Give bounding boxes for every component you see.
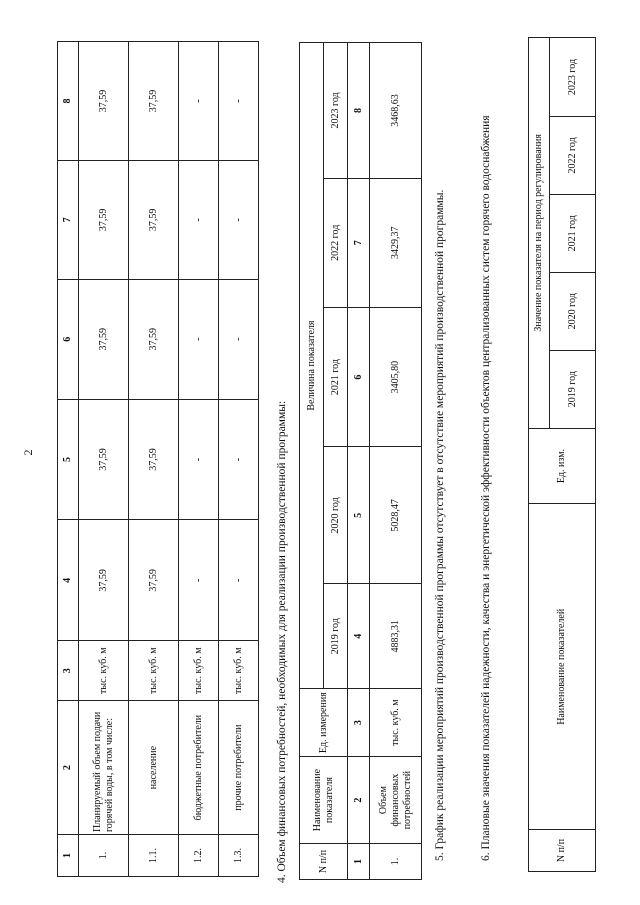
table-cell: 1.	[79, 835, 129, 877]
year-header: 2023 год	[550, 38, 596, 117]
table-cell: 5028,47	[370, 447, 422, 584]
table-cell: -	[179, 279, 219, 399]
year-header: 2021 год	[550, 194, 596, 272]
financial-needs-table	[299, 42, 422, 880]
table-cell: -	[179, 520, 219, 641]
col-name-header: Наименование показателя	[300, 757, 348, 844]
table-row	[370, 43, 422, 880]
year-header: 2020 год	[324, 447, 348, 584]
table-cell: 1.1.	[129, 835, 179, 877]
column-number: 7	[348, 178, 370, 307]
table-row	[79, 42, 129, 877]
table-cell: тыс. куб. м	[129, 641, 179, 701]
table-cell: 37,59	[129, 279, 179, 399]
table-header-row	[58, 42, 79, 877]
table-cell: Планируемый объем подачи горячей воды, в том числе:	[79, 701, 129, 835]
value-group-header: Величина показателя	[300, 43, 324, 689]
table-cell: 37,59	[79, 160, 129, 279]
table-cell: -	[219, 279, 259, 399]
table-cell: -	[219, 399, 259, 520]
header-cell: 5	[58, 399, 79, 520]
table-cell: 3405,80	[370, 307, 422, 447]
table-cell: тыс. куб. м	[179, 641, 219, 701]
table-cell: 37,59	[129, 399, 179, 520]
table-cell: тыс. куб. м	[219, 641, 259, 701]
header-cell: 4	[58, 520, 79, 641]
table-cell: 37,59	[79, 520, 129, 641]
col-name-header: Наименование показателей	[529, 504, 596, 830]
table-row	[219, 42, 259, 877]
table-cell: -	[179, 42, 219, 161]
table-row	[179, 42, 219, 877]
table-cell: -	[219, 160, 259, 279]
section-5-text: 5. График реализации мероприятий производственной программы отсутствует в отсутствие мероприятий производственной программы.	[434, 189, 446, 861]
table-cell: прочие потребители	[219, 701, 259, 835]
table-cell: 1.3.	[219, 835, 259, 877]
table-header-row	[300, 43, 324, 880]
table-cell: 3429,37	[370, 178, 422, 307]
year-header: 2020 год	[550, 272, 596, 350]
hot-water-supply-table	[57, 41, 259, 877]
col-unit-header: Ед. измерения	[300, 689, 348, 757]
column-number: 1	[348, 844, 370, 880]
column-number: 6	[348, 307, 370, 447]
table-cell: тыс. куб. м	[79, 641, 129, 701]
value-group-header: Значение показателя на период регулирования	[529, 38, 550, 429]
year-header: 2023 год	[324, 43, 348, 179]
table-cell: 1.2.	[179, 835, 219, 877]
table-cell: 37,59	[79, 279, 129, 399]
table-cell: 37,59	[129, 42, 179, 161]
table-cell: -	[219, 520, 259, 641]
column-number: 2	[348, 757, 370, 844]
table-cell: население	[129, 701, 179, 835]
table-cell: 37,59	[79, 399, 129, 520]
header-cell: 3	[58, 641, 79, 701]
table-cell: -	[179, 399, 219, 520]
year-header: 2022 год	[550, 116, 596, 194]
header-cell: 7	[58, 160, 79, 279]
year-header: 2022 год	[324, 178, 348, 307]
year-header: 2019 год	[324, 584, 348, 689]
table-row	[129, 42, 179, 877]
column-number: 3	[348, 689, 370, 757]
table-cell: 4883,31	[370, 584, 422, 689]
table-cell: -	[219, 42, 259, 161]
table-cell: бюджетные потребители	[179, 701, 219, 835]
header-cell: 6	[58, 279, 79, 399]
column-number-row	[348, 43, 370, 880]
table-cell: 37,59	[79, 42, 129, 161]
table-cell: 37,59	[129, 160, 179, 279]
col-n-header: N п/п	[300, 844, 348, 880]
section-4-heading: 4. Объем финансовых потребностей, необходимых для реализации производственной программы:	[276, 400, 288, 883]
table-cell: -	[179, 160, 219, 279]
header-cell: 8	[58, 42, 79, 161]
header-cell: 1	[58, 835, 79, 877]
page-number: 2	[21, 449, 35, 456]
header-cell: 2	[58, 701, 79, 835]
table-cell: тыс. куб. м	[370, 689, 422, 757]
section-6-text: 6. Плановые значения показателей надежности, качества и энергетической эффективности объектов централизованных систем горячего водоснабжения	[480, 115, 492, 861]
column-number: 4	[348, 584, 370, 689]
table-cell: 3468,63	[370, 43, 422, 179]
table-cell: Объем финансовых потребностей	[370, 757, 422, 844]
col-unit-header: Ед. изм.	[529, 428, 596, 504]
table-cell: 37,59	[129, 520, 179, 641]
column-number: 8	[348, 43, 370, 179]
col-n-header: N п/п	[529, 830, 596, 872]
table-header-row	[529, 38, 550, 872]
year-header: 2019 год	[550, 350, 596, 428]
table-cell: 1.	[370, 844, 422, 880]
column-number: 5	[348, 447, 370, 584]
indicators-table	[528, 37, 596, 872]
year-header: 2021 год	[324, 307, 348, 447]
